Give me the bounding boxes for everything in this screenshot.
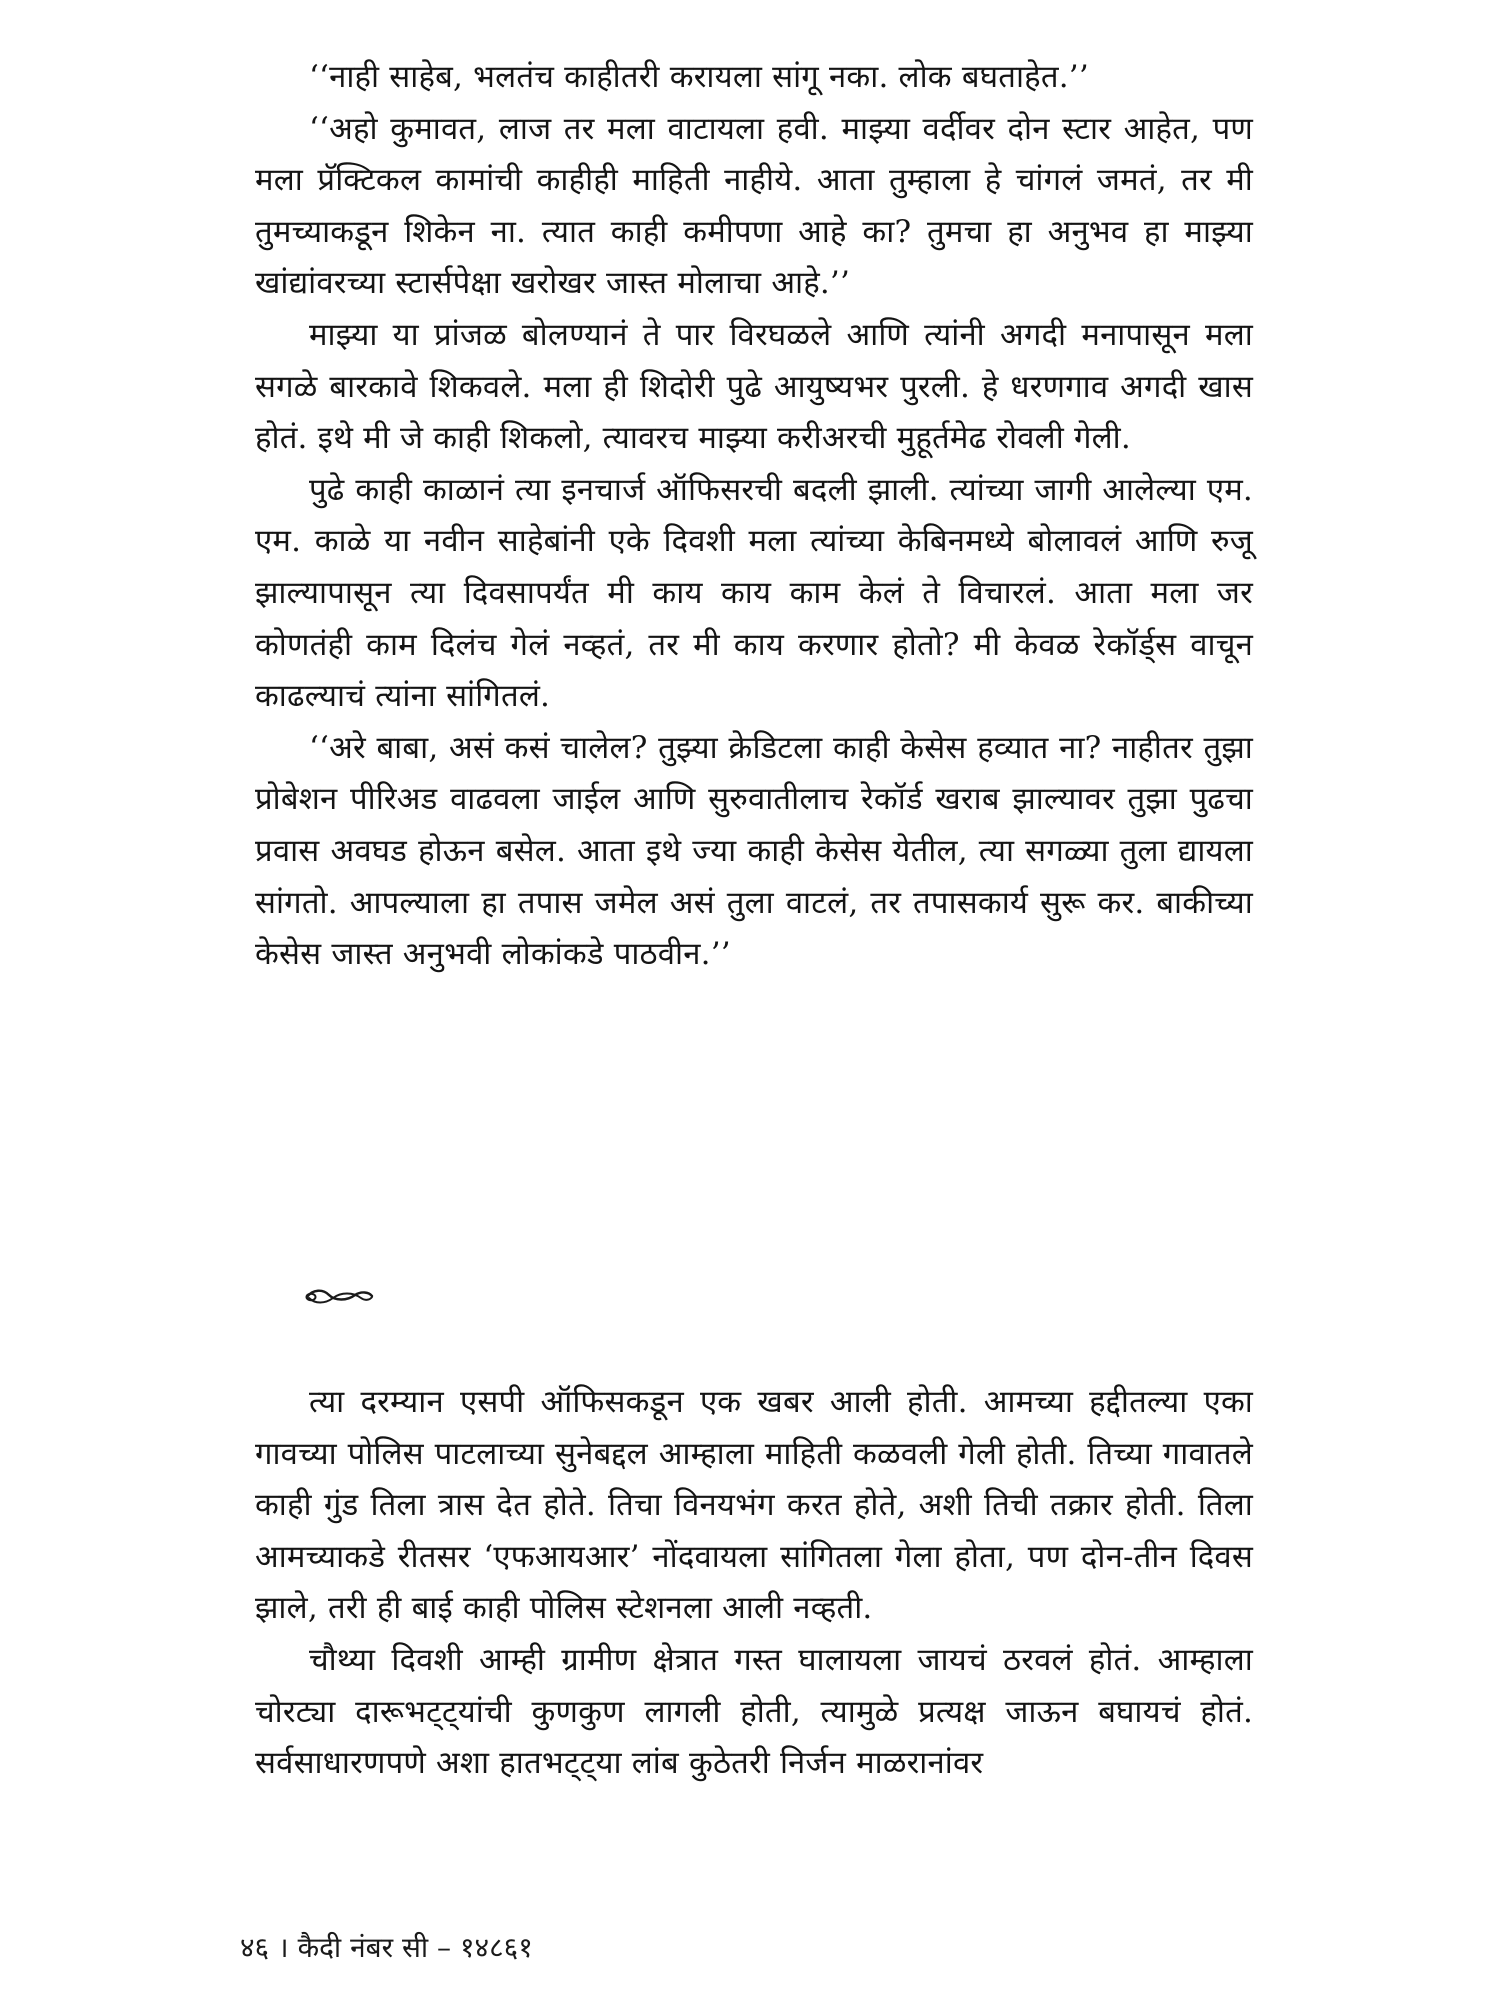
paragraph: पुढे काही काळानं त्या इनचार्ज ऑफिसरची बदली झाली. त्यांच्या जागी आलेल्या एम. एम. काळे या नवीन साहेबांनी एके दिवशी मला त्यांच्या केबिनमध्ये बोलावलं आणि रुजू झाल्यापासून त्या दिवसापर्यंत मी काय काय काम केलं ते विचारलं. आता मला जर कोणतंही काम दिलंच गेलं नव्हतं, तर मी काय करणार होतो? मी केवळ रेकॉर्ड्स वाचून काढल्याचं त्यांना सांगितलं. [255,471,1253,715]
paragraph: माझ्या या प्रांजळ बोलण्यानं ते पार विरघळले आणि त्यांनी अगदी मनापासून मला सगळे बारकावे शिकवले. मला ही शिदोरी पुढे आयुष्यभर पुरली. हे धरणगाव अगदी खास होतं. इथे मी जे काही शिकलो, त्यावरच माझ्या करीअरची मुहूर्तमेढ रोवली गेली. [255,316,1253,457]
paragraph: ‘‘नाही साहेब, भलतंच काहीतरी करायला सांगू नका. लोक बघताहेत.’’ [309,59,1089,95]
footer-separator: । [278,1931,289,1964]
paragraph: त्या दरम्यान एसपी ऑफिसकडून एक खबर आली होती. आमच्या हद्दीतल्या एका गावच्या पोलिस पाटलाच्या सुनेबद्दल आम्हाला माहिती कळवली गेली होती. तिच्या गावातले काही गुंड तिला त्रास देत होते. तिचा विनयभंग करत होते, अशी तिची तक्रार होती. तिला आमच्याकडे रीतसर ‘एफआयआर’ नोंदवायला सांगितला गेला होता, पण दोन-तीन दिवस झाले, तरी ही बाई काही पोलिस स्टेशनला आली नव्हती. [255,1384,1253,1627]
book-title: कैदी नंबर सी – १४८६१ [297,1931,533,1964]
paragraph: ‘‘अहो कुमावत, लाज तर मला वाटायला हवी. माझ्या वर्दीवर दोन स्टार आहेत, पण मला प्रॅक्टिकल कामांची काहीही माहिती नाहीये. आता तुम्हाला हे चांगलं जमतं, तर मी तुमच्याकडून शिकेन ना. त्यात काही कमीपणा आहे का? तुमचा हा अनुभव हा माझ्या खांद्यांवरच्या स्टार्सपेक्षा खरोखर जास्त मोलाचा आहे.’’ [255,110,1253,302]
lower-text-block [255,1377,1253,1790]
scroll-flourish-icon [303,1283,375,1309]
paragraph: चौथ्या दिवशी आम्ही ग्रामीण क्षेत्रात गस्त घालायला जायचं ठरवलं होतं. आम्हाला चोरट्या दारूभट्ट्यांची कुणकुण लागली होती, त्यामुळे प्रत्यक्ष जाऊन बघायचं होतं. सर्वसाधारणपणे अशा हातभट्ट्या लांब कुठेतरी निर्जन माळरानांवर [255,1641,1253,1782]
upper-text-block [255,52,1253,981]
page-number: ४६ [240,1931,270,1964]
page-footer [240,1928,533,1968]
paragraph: ‘‘अरे बाबा, असं कसं चालेल? तुझ्या क्रेडिटला काही केसेस हव्यात ना? नाहीतर तुझा प्रोबेशन पीरिअड वाढवला जाईल आणि सुरुवातीलाच रेकॉर्ड खराब झाल्यावर तुझा पुढचा प्रवास अवघड होऊन बसेल. आता इथे ज्या काही केसेस येतील, त्या सगळ्या तुला द्यायला सांगतो. आपल्याला हा तपास जमेल असं तुला वाटलं, तर तपासकार्य सुरू कर. बाकीच्या केसेस जास्त अनुभवी लोकांकडे पाठवीन.’’ [255,729,1253,973]
